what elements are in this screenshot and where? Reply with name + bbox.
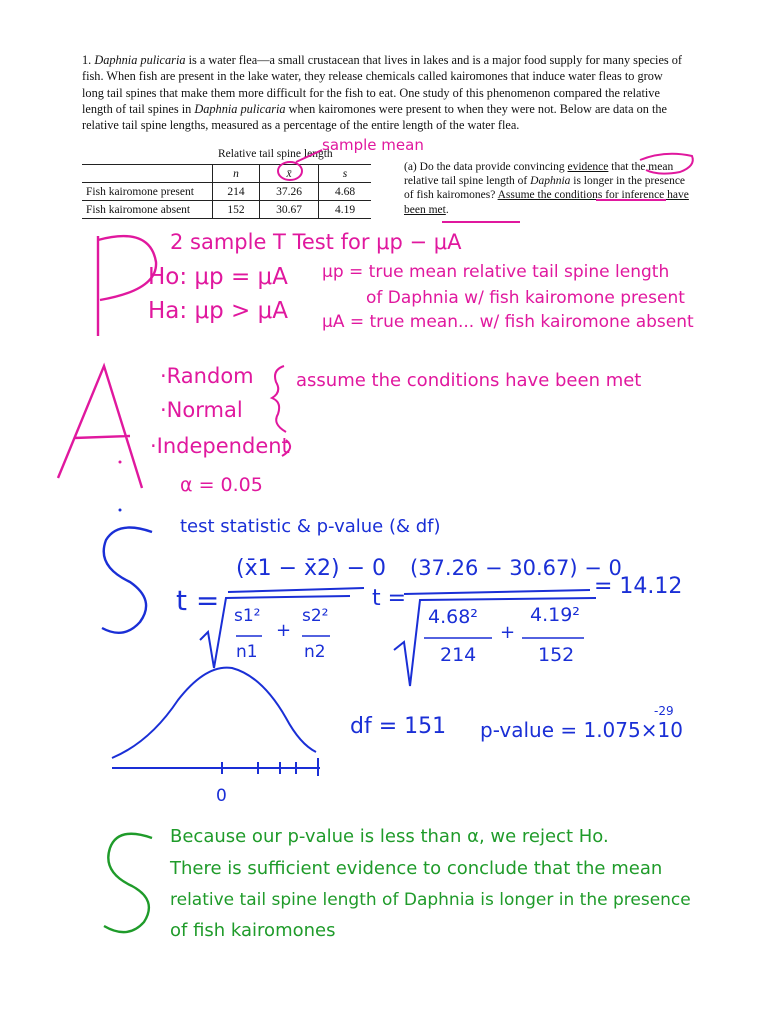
- alpha-level: α = 0.05: [180, 474, 263, 496]
- test-name: 2 sample T Test for μp − μA: [170, 230, 462, 254]
- condition-independent: ·Independent: [150, 434, 290, 458]
- sample-mean-arrow: [296, 150, 322, 162]
- question-text-1: that the mean relative tail spine length of: [404, 161, 674, 188]
- assume-conditions: Assume the conditions for inference have been met: [404, 189, 689, 216]
- fraction-bar-formula: [228, 588, 364, 592]
- test-statistic-header: test statistic & p-value (& df): [180, 516, 441, 537]
- conclusion-line-4: of fish kairomones: [170, 920, 336, 941]
- row-label: Fish kairomone present: [82, 183, 213, 201]
- xbar-circle: [278, 162, 302, 180]
- header-s: s: [319, 165, 372, 183]
- s1-squared: s1²: [234, 606, 261, 626]
- cell-n: 152: [213, 201, 260, 219]
- plus-sign-2: +: [500, 622, 516, 643]
- sample-mean-note: sample mean: [322, 136, 424, 154]
- condition-random: ·Random: [160, 364, 254, 388]
- ink-dot: [119, 461, 122, 464]
- big-a-stroke: [58, 366, 142, 488]
- degrees-of-freedom: df = 151: [350, 714, 447, 739]
- t-distribution-curve: [112, 668, 316, 758]
- t-result: = 14.12: [594, 574, 683, 599]
- question-part: (a) Do the data provide convincing: [404, 161, 568, 173]
- cell-s: 4.19: [319, 201, 372, 219]
- big-s-green-stroke: [104, 834, 152, 932]
- daphnia-word: Daphnia: [530, 175, 571, 188]
- cell-s: 4.68: [319, 183, 372, 201]
- assume-note: assume the conditions have been met: [296, 370, 642, 391]
- n1-value: 214: [440, 644, 477, 666]
- cell-xbar: 37.26: [260, 183, 319, 201]
- cell-xbar: 30.67: [260, 201, 319, 219]
- problem-text-b: when kairomones were present to when they were not. Below are data on the relative tail spine lengths, measured as a percentage of the entire length of the water flea.: [82, 101, 667, 133]
- conclusion-line-1: Because our p-value is less than α, we reject Ho.: [170, 826, 609, 847]
- table-caption: Relative tail spine length: [218, 148, 333, 160]
- conclusion-line-3: relative tail spine length of Daphnia is longer in the presence: [170, 890, 691, 910]
- n2-value: 152: [538, 644, 575, 666]
- problem-number: 1.: [82, 53, 92, 67]
- condition-normal: ·Normal: [160, 398, 243, 422]
- t-label-2: t =: [372, 586, 407, 611]
- zero-label: 0: [216, 786, 227, 806]
- p-value: p-value = 1.075×10: [480, 718, 683, 742]
- n2-label: n2: [304, 642, 326, 662]
- question-end: .: [445, 203, 449, 216]
- header-xbar: x̄: [260, 165, 319, 183]
- t-values-numerator: (37.26 − 30.67) − 0: [410, 556, 622, 580]
- n1-label: n1: [236, 642, 258, 662]
- row-label: Fish kairomone absent: [82, 201, 213, 219]
- species-name-2: Daphnia pulicaria: [194, 101, 286, 116]
- t-label: t =: [176, 584, 220, 617]
- evidence-word: evidence: [567, 161, 609, 173]
- brace-stroke: [272, 366, 286, 432]
- header-n: n: [213, 165, 260, 183]
- mu-p-definition-2: of Daphnia w/ fish kairomone present: [366, 288, 685, 308]
- null-hypothesis: Ho: μp = μA: [148, 264, 288, 290]
- problem-text-a: is a water flea—a small crustacean that lives in lakes and is a major food supply for many species of fish. When fish are present in the lake water, they release chemicals called kairomones that induce water fleas to grow long tail spines that make them more difficult for the fish to eat. One study of this phenomenon compared the relative length of tail spines in: [82, 53, 683, 116]
- mu-a-definition: μA = true mean... w/ fish kairomone absent: [322, 312, 694, 332]
- p-value-exponent: -29: [654, 704, 674, 718]
- plus-sign: +: [276, 620, 292, 641]
- variance-1: 4.68²: [428, 606, 478, 628]
- ink-dot: [119, 509, 122, 512]
- question-text-2: is longer in the presence of fish kairomones?: [404, 175, 686, 202]
- mean-circle: [640, 154, 693, 174]
- fraction-bar-values: [404, 590, 590, 594]
- s2-squared: s2²: [302, 606, 329, 626]
- big-s-stroke: [102, 528, 152, 633]
- species-name: Daphnia pulicaria: [94, 53, 186, 67]
- alt-hypothesis: Ha: μp > μA: [148, 298, 288, 324]
- conclusion-line-2: There is sufficient evidence to conclude that the mean: [170, 858, 663, 879]
- cell-n: 214: [213, 183, 260, 201]
- variance-2: 4.19²: [530, 604, 580, 626]
- t-formula-numerator: (x̄1 − x̄2) − 0: [236, 556, 387, 581]
- mu-p-definition: μp = true mean relative tail spine length: [322, 262, 670, 282]
